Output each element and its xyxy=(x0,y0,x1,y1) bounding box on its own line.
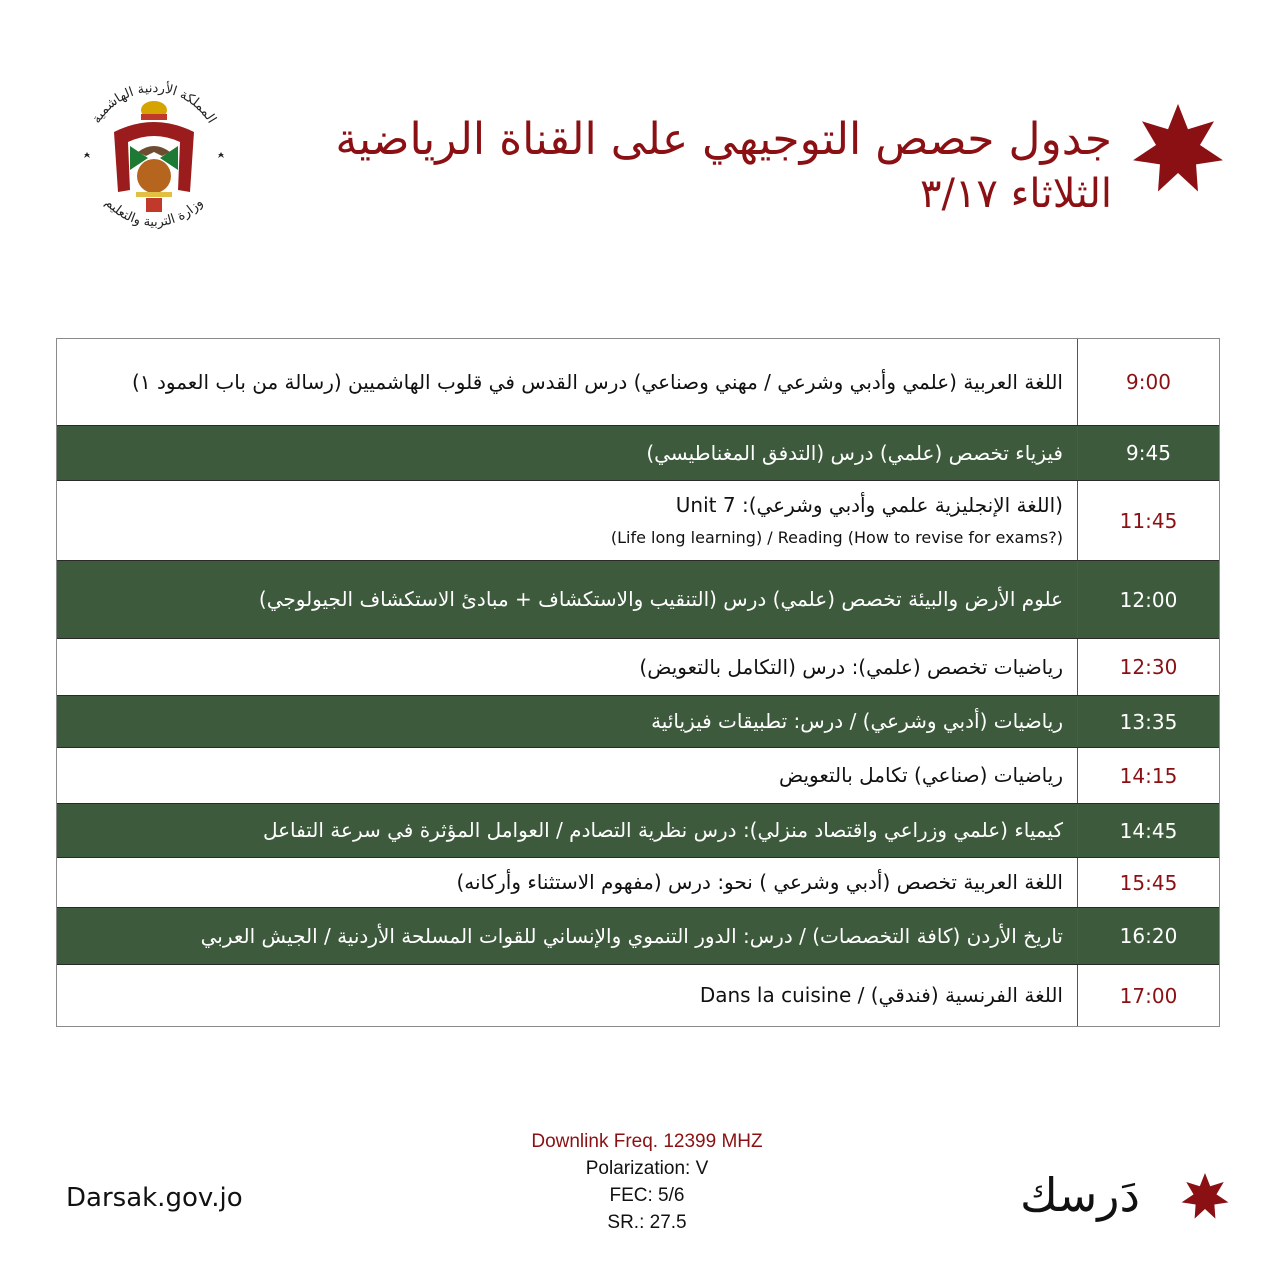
subject-title: رياضيات (صناعي) تكامل بالتعويض xyxy=(778,763,1063,787)
symbol-rate: SR.: 27.5 xyxy=(607,1212,687,1233)
subject-subtitle: (Life long learning) / Reading (How to revise for exams?) xyxy=(610,528,1063,547)
subject-title: رياضيات (أدبي وشرعي) / درس: تطبيقات فيزيائية xyxy=(651,709,1063,733)
satellite-info xyxy=(497,1128,797,1236)
subject-cell xyxy=(57,696,1077,747)
downlink-frequency: Downlink Freq. 12399 MHZ xyxy=(531,1131,763,1152)
subject-cell xyxy=(57,908,1077,964)
page-date: الثلاثاء ٣/١٧ xyxy=(919,171,1112,217)
subject-title: كيمياء (علمي وزراعي واقتصاد منزلي): درس نظرية التصادم / العوامل المؤثرة في سرعة التفاعل xyxy=(262,818,1063,842)
schedule-row xyxy=(57,639,1219,696)
svg-text:المملكة الأردنية الهاشمية: المملكة الأردنية الهاشمية xyxy=(89,80,219,127)
fec: FEC: 5/6 xyxy=(609,1185,685,1206)
schedule-row xyxy=(57,908,1219,965)
subject-cell xyxy=(57,748,1077,803)
time-cell: 16:20 xyxy=(1077,908,1219,964)
time-cell: 9:45 xyxy=(1077,426,1219,480)
subject-title: فيزياء تخصص (علمي) درس (التدفق المغناطيسي) xyxy=(646,440,1063,465)
jordan-star-icon xyxy=(1130,102,1226,198)
subject-title: اللغة الفرنسية (فندقي) / Dans la cuisine xyxy=(699,983,1063,1007)
page-header xyxy=(335,112,1112,220)
polarization: Polarization: V xyxy=(585,1158,709,1179)
subject-cell xyxy=(57,426,1077,480)
coat-of-arms-icon xyxy=(70,72,238,240)
time-cell: 15:45 xyxy=(1077,858,1219,907)
subject-title: اللغة العربية تخصص (أدبي وشرعي ) نحو: درس (مفهوم الاستثناء وأركانه) xyxy=(456,870,1063,894)
subject-title: اللغة العربية (علمي وأدبي وشرعي / مهني وصناعي) درس القدس في قلوب الهاشميين (رسالة من باب العمود ١) xyxy=(132,369,1063,394)
schedule-row xyxy=(57,965,1219,1026)
time-cell: 17:00 xyxy=(1077,965,1219,1026)
time-cell: 11:45 xyxy=(1077,481,1219,560)
time-cell: 14:45 xyxy=(1077,804,1219,857)
time-cell: 12:00 xyxy=(1077,561,1219,638)
subject-cell xyxy=(57,339,1077,425)
svg-text:وزارة التربية والتعليم: وزارة التربية والتعليم xyxy=(101,195,207,231)
schedule-row xyxy=(57,481,1219,561)
time-cell: 14:15 xyxy=(1077,748,1219,803)
darsak-logo xyxy=(1020,1160,1230,1230)
time-cell: 9:00 xyxy=(1077,339,1219,425)
subject-title: علوم الأرض والبيئة تخصص (علمي) درس (التنقيب والاستكشاف + مبادئ الاستكشاف الجيولوجي) xyxy=(258,587,1063,611)
schedule-row xyxy=(57,426,1219,481)
subject-cell xyxy=(57,639,1077,695)
brand-name: دَرسك xyxy=(1020,1168,1141,1222)
schedule-row xyxy=(57,561,1219,639)
time-cell: 12:30 xyxy=(1077,639,1219,695)
ministry-emblem xyxy=(70,72,238,240)
schedule-row xyxy=(57,696,1219,748)
page-title: جدول حصص التوجيهي على القناة الرياضية xyxy=(335,114,1112,165)
schedule-row xyxy=(57,339,1219,426)
time-cell: 13:35 xyxy=(1077,696,1219,747)
schedule-row xyxy=(57,858,1219,908)
subject-cell xyxy=(57,804,1077,857)
website-link[interactable]: Darsak.gov.jo xyxy=(66,1183,243,1213)
subject-cell xyxy=(57,965,1077,1026)
subject-title: تاريخ الأردن (كافة التخصصات) / درس: الدور التنموي والإنساني للقوات المسلحة الأردنية / الجيش العربي xyxy=(200,923,1063,948)
jordan-star-icon xyxy=(1180,1172,1230,1222)
subject-cell xyxy=(57,481,1077,560)
subject-title: رياضيات تخصص (علمي): درس (التكامل بالتعويض) xyxy=(639,654,1063,679)
subject-cell xyxy=(57,561,1077,638)
schedule-table xyxy=(56,338,1220,1027)
subject-cell xyxy=(57,858,1077,907)
schedule-row xyxy=(57,748,1219,804)
schedule-row xyxy=(57,804,1219,858)
subject-title: (اللغة الإنجليزية علمي وأدبي وشرعي): Unit 7 xyxy=(675,493,1063,517)
